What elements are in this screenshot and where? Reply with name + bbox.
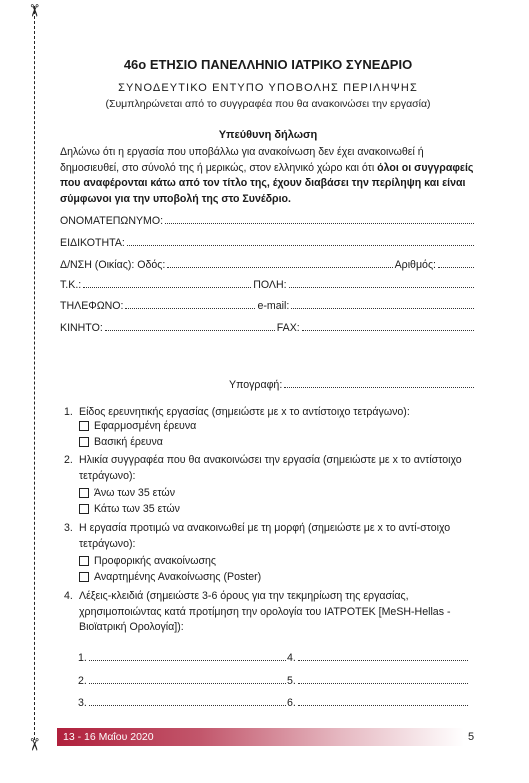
keyword-6[interactable] xyxy=(287,696,470,709)
specialty-field[interactable] xyxy=(60,236,476,249)
postcode-line[interactable] xyxy=(83,278,251,288)
checkbox[interactable] xyxy=(79,572,89,582)
question-1 xyxy=(64,405,478,421)
signature-line[interactable] xyxy=(284,378,474,388)
signature-label: Υπογραφή: xyxy=(229,379,283,391)
question-text: Λέξεις-κλειδιά (σημειώστε 3-6 όρους για την τεκμηρίωση της εργασίας, χρησιμοποιώντας κατά προτίμηση την ορολογία του ΙΑΤΡΟΤΕΚ [MeSH-Hellas - Βιοϊατρική Ορολογία]): xyxy=(79,590,451,633)
name-label: ΟΝΟΜΑΤΕΠΩΝΥΜΟ: xyxy=(60,215,164,227)
keyword-line[interactable] xyxy=(298,696,468,706)
address-label: Δ/ΝΣΗ (Οικίας): Οδός: xyxy=(60,259,166,271)
specialty-line[interactable] xyxy=(127,236,474,246)
question-3 xyxy=(64,521,478,552)
option-poster[interactable] xyxy=(79,571,261,583)
keyword-number: 6. xyxy=(287,697,296,709)
option-label: Κάτω των 35 ετών xyxy=(94,503,180,515)
question-number: 3. xyxy=(64,522,73,534)
footer-dates: 13 - 16 Μαΐου 2020 xyxy=(63,731,154,743)
option-label: Εφαρμοσμένη έρευνα xyxy=(94,420,197,432)
keyword-number: 3. xyxy=(78,697,87,709)
mobile-label: ΚΙΝΗΤΟ: xyxy=(60,322,103,334)
fax-label: FAX: xyxy=(276,322,300,334)
specialty-label: ΕΙΔΙΚΟΤΗΤΑ: xyxy=(60,237,125,249)
option-label: Αναρτημένης Ανακοίνωσης (Poster) xyxy=(94,571,262,583)
mobile-line[interactable] xyxy=(105,321,275,331)
checkbox[interactable] xyxy=(79,504,89,514)
address-line[interactable] xyxy=(167,258,392,268)
declaration-plain: Δηλώνω ότι η εργασία που υποβάλλω για ανακοίνωση δεν έχει ανακοινωθεί ή δημοσιευθεί, στο σύνολό της ή μερικώς, στον ελληνικό χώρο και ότι xyxy=(60,146,424,174)
checkbox[interactable] xyxy=(79,421,89,431)
form-note: (Συμπληρώνεται από το συγγραφέα που θα ανακοινώσει την εργασία) xyxy=(105,98,431,110)
option-label: Άνω των 35 ετών xyxy=(94,487,175,499)
option-label: Βασική έρευνα xyxy=(94,436,163,448)
city-line[interactable] xyxy=(289,278,474,288)
keyword-line[interactable] xyxy=(298,651,468,661)
page-number: 5 xyxy=(468,731,475,743)
congress-title: 46ο ΕΤΗΣΙΟ ΠΑΝΕΛΛΗΝΙΟ ΙΑΤΡΙΚΟ ΣΥΝΕΔΡΙΟ xyxy=(123,57,413,72)
question-number: 2. xyxy=(64,454,73,466)
name-line[interactable] xyxy=(165,214,474,224)
keyword-2[interactable] xyxy=(78,674,288,687)
keyword-line[interactable] xyxy=(298,674,468,684)
option-under-35[interactable] xyxy=(79,503,180,515)
scissors-icon: ✂ xyxy=(23,3,44,18)
phone-label: ΤΗΛΕΦΩΝΟ: xyxy=(60,300,124,312)
keyword-4[interactable] xyxy=(287,651,470,664)
postcode-field[interactable] xyxy=(60,278,476,291)
question-number: 1. xyxy=(64,406,73,418)
keyword-line[interactable] xyxy=(89,696,286,706)
cut-line xyxy=(34,6,35,740)
question-number: 4. xyxy=(64,590,73,602)
option-over-35[interactable] xyxy=(79,487,175,499)
scissors-icon: ✂ xyxy=(23,737,44,752)
number-line[interactable] xyxy=(438,258,474,268)
keyword-3[interactable] xyxy=(78,696,288,709)
declaration-heading: Υπεύθυνη δήλωση xyxy=(218,129,318,141)
question-2 xyxy=(64,453,478,484)
option-applied-research[interactable] xyxy=(79,420,196,432)
declaration-bold: όλοι οι συγγραφείς που αναφέρονται κάτω από τον τίτλο της, έχουν διαβάσει την περίληψη και είναι σύμφωνοι για την υποβολή της στο Συνέδριο. xyxy=(60,161,474,205)
question-text: Είδος ερευνητικής εργασίας (σημειώστε με x το αντίστοιχο τετράγωνο): xyxy=(79,406,410,418)
keyword-number: 4. xyxy=(287,652,296,664)
phone-line[interactable] xyxy=(125,299,255,309)
option-label: Προφορικής ανακοίνωσης xyxy=(94,555,217,567)
keyword-5[interactable] xyxy=(287,674,470,687)
question-text: Ηλικία συγγραφέα που θα ανακοινώσει την εργασία (σημειώστε με x το αντίστοιχο τετράγωνο): xyxy=(79,454,462,482)
question-text: Η εργασία προτιμώ να ανακοινωθεί με τη μορφή (σημειώστε με x το αντί-στοιχο τετράγωνο): xyxy=(79,522,451,550)
keyword-line[interactable] xyxy=(89,651,286,661)
keyword-number: 2. xyxy=(78,675,87,687)
option-oral[interactable] xyxy=(79,555,216,567)
checkbox[interactable] xyxy=(79,556,89,566)
email-label: e-mail: xyxy=(257,300,290,312)
address-field[interactable] xyxy=(60,258,476,271)
question-4 xyxy=(64,589,478,636)
city-label: ΠΟΛΗ: xyxy=(253,279,287,291)
option-basic-research[interactable] xyxy=(79,436,163,448)
email-line[interactable] xyxy=(291,299,474,309)
keyword-1[interactable] xyxy=(78,651,288,664)
mobile-field[interactable] xyxy=(60,321,476,334)
keyword-line[interactable] xyxy=(89,674,286,684)
keyword-number: 1. xyxy=(78,652,87,664)
postcode-label: Τ.Κ.: xyxy=(60,279,82,291)
declaration-text xyxy=(60,145,478,207)
checkbox[interactable] xyxy=(79,437,89,447)
keyword-number: 5. xyxy=(287,675,296,687)
phone-field[interactable] xyxy=(60,299,476,312)
fax-line[interactable] xyxy=(302,321,474,331)
number-label: Αριθμός: xyxy=(394,259,436,271)
checkbox[interactable] xyxy=(79,488,89,498)
form-subtitle: ΣΥΝΟΔΕΥΤΙΚΟ ΕΝΤΥΠΟ ΥΠΟΒΟΛΗΣ ΠΕΡΙΛΗΨΗΣ xyxy=(118,82,418,94)
signature-field[interactable] xyxy=(229,378,476,391)
name-field[interactable] xyxy=(60,214,476,227)
